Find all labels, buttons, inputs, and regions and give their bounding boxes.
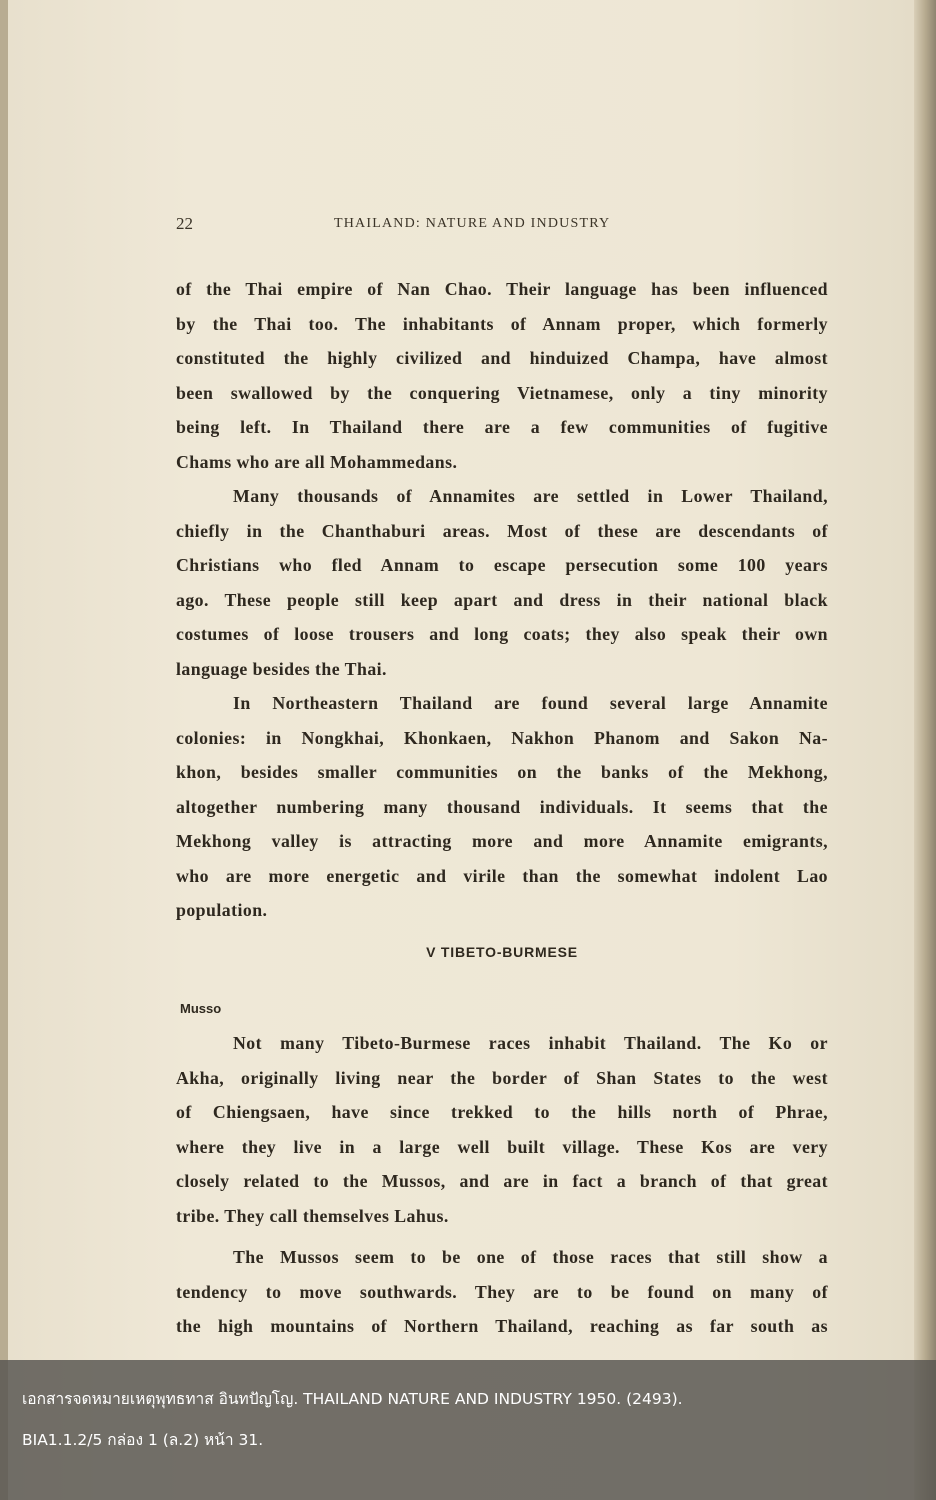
running-title: THAILAND: NATURE AND INDUSTRY <box>334 216 611 231</box>
text-line: where they live in a large well built village. These Kos are very <box>176 1136 828 1157</box>
text-line: ago. These people still keep apart and dress in their national black <box>176 589 828 610</box>
text-line: who are more energetic and virile than the somewhat indolent Lao <box>176 865 828 886</box>
page-edge <box>914 0 936 1500</box>
caption-reference: BIA1.1.2/5 กล่อง 1 (ล.2) หน้า 31. <box>22 1431 264 1449</box>
text-line: colonies: in Nongkhai, Khonkaen, Nakhon Phanom and Sakon Na- <box>176 727 828 748</box>
page-header <box>176 214 826 242</box>
text-line: Christians who fled Annam to escape persecution some 100 years <box>176 555 828 575</box>
text-line: of Chiengsaen, have since trekked to the hills north of Phrae, <box>176 1102 828 1122</box>
text-line: costumes of loose trousers and long coats; they also speak their own <box>176 624 828 644</box>
text-line: khon, besides smaller communities on the banks of the Mekhong, <box>176 762 828 782</box>
text-line: Many thousands of Annamites are settled in Lower Thailand, <box>233 486 828 506</box>
text-line: tribe. They call themselves Lahus. <box>176 1205 449 1226</box>
text-line: In Northeastern Thailand are found several large Annamite <box>233 693 828 713</box>
paragraph-5 <box>176 1240 828 1344</box>
caption-title: เอกสารจดหมายเหตุพุทธทาส อินทปัญโญ. THAILAND NATURE AND INDUSTRY 1950. (2493). <box>22 1390 683 1408</box>
text-line: been swallowed by the conquering Vietnamese, only a tiny minority <box>176 382 828 403</box>
text-line: the high mountains of Northern Thailand, reaching as far south as <box>176 1316 828 1336</box>
text-line: Not many Tibeto-Burmese races inhabit Thailand. The Ko or <box>233 1033 828 1053</box>
paragraph-1 <box>176 272 828 479</box>
text-line: language besides the Thai. <box>176 658 387 679</box>
text-line: being left. In Thailand there are a few communities of fugitive <box>176 417 828 437</box>
text-line: chiefly in the Chanthaburi areas. Most of these are descendants of <box>176 520 828 541</box>
text-line: altogether numbering many thousand individuals. It seems that the <box>176 796 828 817</box>
archive-caption <box>0 1360 936 1500</box>
text-line: closely related to the Mussos, and are in fact a branch of that great <box>176 1171 828 1191</box>
text-line: The Mussos seem to be one of those races that still show a <box>233 1247 828 1267</box>
text-line: constituted the highly civilized and hinduized Champa, have almost <box>176 348 828 368</box>
text-line: by the Thai too. The inhabitants of Annam proper, which formerly <box>176 313 828 334</box>
section-heading: V TIBETO-BURMESE <box>426 944 578 960</box>
paragraph-2 <box>176 479 828 686</box>
text-line: population. <box>176 900 268 920</box>
subheading: Musso <box>180 1001 222 1016</box>
text-line: Chams who are all Mohammedans. <box>176 451 458 472</box>
paragraph-3 <box>176 686 828 928</box>
paragraph-4 <box>176 1026 828 1233</box>
text-line: tendency to move southwards. They are to be found on many of <box>176 1281 828 1302</box>
text-line: Mekhong valley is attracting more and more Annamite emigrants, <box>176 831 828 851</box>
text-line: of the Thai empire of Nan Chao. Their language has been influenced <box>176 279 828 299</box>
page-number: 22 <box>176 214 193 233</box>
text-line: Akha, originally living near the border of Shan States to the west <box>176 1067 828 1088</box>
